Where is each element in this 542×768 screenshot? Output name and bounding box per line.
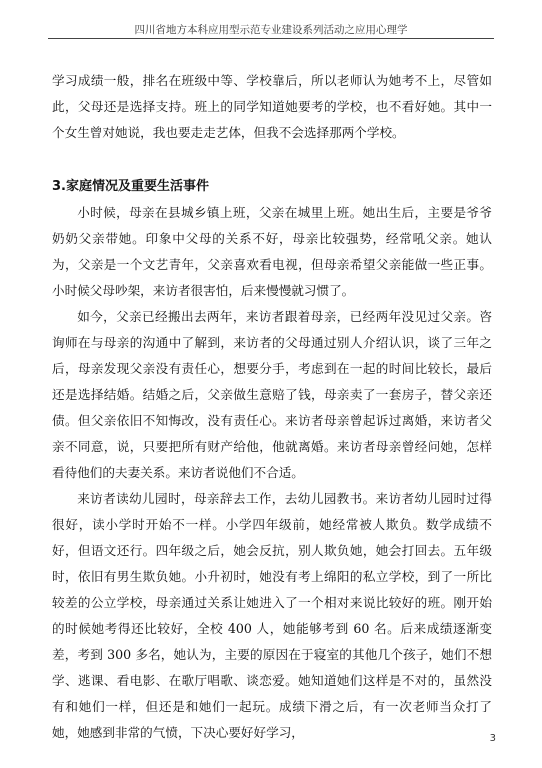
document-body [52,68,492,746]
paragraph-parents: 如今，父亲已经搬出去两年，来访者跟着母亲，已经两年没见过父亲。咨询师在与母亲的沟通中了解到，来访者的父母通过别人介绍认识，谈了三年之后，母亲发现父亲没有责任心，想要分手，考虑到在一起的时间比较长，最后还是选择结婚。结婚之后，父亲做生意赔了钱，母亲卖了一套房子，替父亲还债。但父亲依旧不知悔改，没有责任心。来访者母亲曾起诉过离婚，来访者父亲不同意，说，只要把所有财产给他，他就离婚。来访者母亲曾经问她，怎样看待他们的夫妻关系。来访者说他们不合适。 [52,309,492,480]
paragraph-continued: 学习成绩一般，排名在班级中等、学校靠后，所以老师认为她考不上，尽管如此，父母还是选择支持。班上的同学知道她要考的学校，也不看好她。其中一个女生曾对她说，我也要走走艺体，但我不会选择那两个学校。 [52,73,492,140]
paragraph-childhood: 小时候，母亲在县城乡镇上班，父亲在城里上班。她出生后，主要是爷爷奶奶父亲带她。印象中父母的关系不好，母亲比较强势，经常吼父亲。她认为，父亲是一个文艺青年，父亲喜欢看电视，但母亲希望父亲能做一些正事。小时候父母吵架，来访者很害怕，后来慢慢就习惯了。 [52,205,492,298]
page-number: 3 [489,733,496,744]
paragraph-school: 来访者读幼儿园时，母亲辞去工作，去幼儿园教书。来访者幼儿园时过得很好，读小学时开始不一样。小学四年级前，她经常被人欺负。数学成绩不好，但语文还行。四年级之后，她会反抗，别人欺负她，她会打回去。五年级时，依旧有男生欺负她。小升初时，她没有考上绵阳的私立学校，到了一所比较差的公立学校，母亲通过关系让她进入了一个相对来说比较好的班。刚开始的时候她考得还比较好，全校 400 人，她能够考到 60 名。后来成绩逐渐变差，考到 300 多名，她认为，主要的原因在于寝室的其他几个孩子，她们不想学、逃课、看电影、在歌厅唱歌、谈恋爱。她知道她们这样是不对的，虽然没有和她们一样，但还是和她们一起玩。成绩下滑之后，有一次老师当众打了她，她感到非常的气愤，下决心要好好学习， [52,491,492,740]
running-header: 四川省地方本科应用型示范专业建设系列活动之应用心理学 [134,24,408,36]
header-divider [48,38,494,39]
section-heading: 3.家庭情况及重要生活事件 [52,179,209,194]
